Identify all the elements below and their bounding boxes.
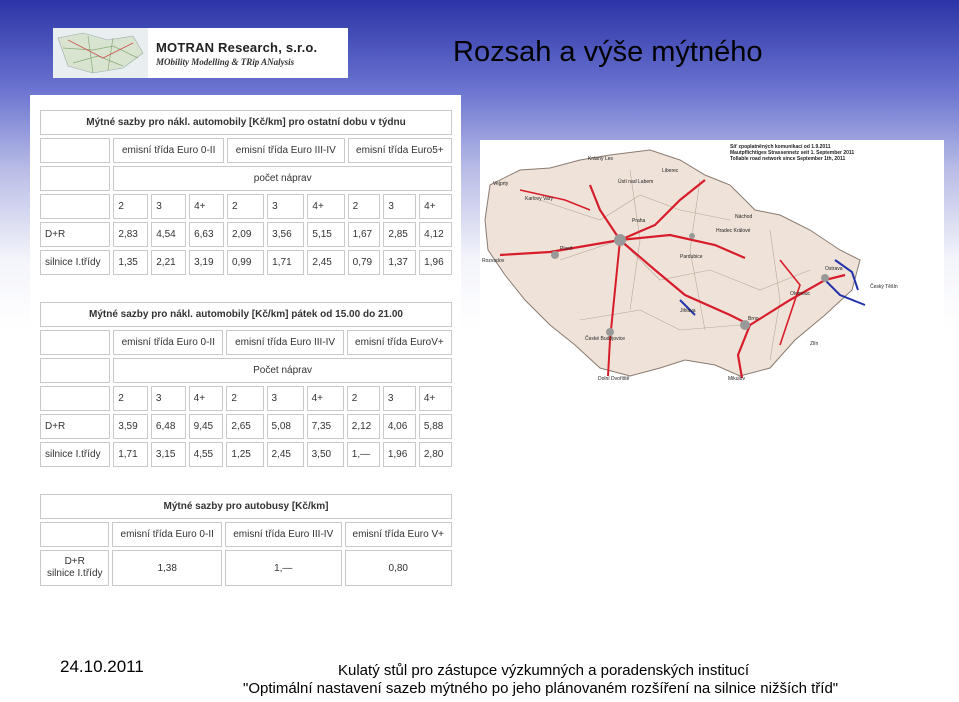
city-label: Karlovy Vary (525, 196, 553, 202)
rate-cell: 1,38 (112, 550, 222, 586)
row-label (40, 550, 109, 586)
rate-cell: 2,65 (226, 414, 263, 439)
rate-cell: 3,19 (189, 250, 224, 275)
class-header: emisní třída Euro III-IV (227, 138, 345, 163)
rate-cell: 3,59 (113, 414, 148, 439)
class-header: emisní třída Euro 0-II (113, 330, 223, 355)
axle-count: 3 (267, 386, 304, 411)
table-title: Mýtné sazby pro nákl. automobily [Kč/km] pátek od 15.00 do 21.00 (40, 302, 452, 327)
rate-cell: 2,21 (151, 250, 186, 275)
row-label: silnice I.třídy (40, 442, 110, 467)
empty-cell (40, 330, 110, 355)
axle-count: 4+ (189, 386, 224, 411)
rate-cell: 2,09 (227, 222, 264, 247)
class-header: emisní třída EuroV+ (347, 330, 452, 355)
city-label: Vejprty (493, 181, 509, 187)
city-label: Ostrava (825, 266, 843, 272)
table-row (40, 250, 452, 275)
axle-count: 2 (348, 194, 381, 219)
table-title: Mýtné sazby pro nákl. automobily [Kč/km] pro ostatní dobu v týdnu (40, 110, 452, 135)
city-label: Krásný Les (588, 156, 614, 162)
city-label: Mikulov (728, 376, 745, 382)
empty-cell (40, 138, 110, 163)
axle-count: 2 (227, 194, 264, 219)
row-label: silnice I.třídy (40, 250, 110, 275)
rate-cell: 4,54 (151, 222, 186, 247)
rate-cell: 4,12 (419, 222, 452, 247)
logo-company-name: MOTRAN Research, s.r.o. (156, 39, 318, 55)
axle-count: 3 (151, 386, 186, 411)
rate-cell: 0,99 (227, 250, 264, 275)
footer-date: 24.10.2011 (60, 657, 144, 676)
city-label: Brno (748, 316, 759, 322)
city-label: Plzeň (560, 246, 573, 252)
axle-count: 3 (383, 386, 416, 411)
rate-cell: 2,83 (113, 222, 148, 247)
city-label: České Budějovice (585, 336, 626, 342)
footer-topic-line: "Optimální nastavení sazeb mýtného po jeho plánovaném rozšíření na silnice nižších tříd" (243, 680, 839, 697)
city-label: Hradec Králové (716, 228, 751, 234)
rate-cell: 4,55 (189, 442, 224, 467)
table-title: Mýtné sazby pro autobusy [Kč/km] (40, 494, 452, 519)
toll-table-trucks-friday (37, 299, 455, 470)
city-label: Liberec (662, 168, 679, 174)
class-header: emisní třída Euro III-IV (226, 330, 343, 355)
logo-map-icon (53, 28, 148, 78)
rate-cell: 2,45 (267, 442, 304, 467)
axles-label: počet náprav (113, 166, 452, 191)
legend-line: Tollable road network since September 1th, 2011 (730, 156, 846, 162)
city-label: Jihlava (680, 308, 696, 314)
city-label: Rozvadov (482, 258, 505, 264)
map-legend (730, 144, 854, 162)
axle-count: 2 (347, 386, 380, 411)
toll-table-trucks-week (37, 107, 455, 278)
row-label-road-2: silnice I.třídy (46, 568, 103, 579)
footer-event-line: Kulatý stůl pro zástupce výzkumných a poradenských institucí (338, 662, 750, 679)
rate-cell: 3,56 (267, 222, 304, 247)
rate-cell: 1,96 (419, 250, 452, 275)
rate-cell: 4,06 (383, 414, 416, 439)
rate-cell: 1,— (225, 550, 342, 586)
czech-map-graphic (480, 140, 944, 386)
rate-cell: 5,08 (267, 414, 304, 439)
city-label: Český Těšín (870, 284, 898, 290)
rate-cell: 2,80 (419, 442, 452, 467)
row-label: D+R (40, 414, 110, 439)
rate-cell: 6,48 (151, 414, 186, 439)
table-row (40, 442, 452, 467)
table-row (40, 222, 452, 247)
empty-cell (40, 194, 110, 219)
rate-cell: 1,71 (267, 250, 304, 275)
city-label: Zlín (810, 341, 819, 347)
axle-count: 2 (113, 194, 148, 219)
rate-cell: 1,96 (383, 442, 416, 467)
rate-cell: 5,88 (419, 414, 452, 439)
rate-cell: 1,67 (348, 222, 381, 247)
toll-tables-panel (30, 95, 461, 590)
rate-cell: 5,15 (307, 222, 344, 247)
class-header: emisní třída Euro V+ (345, 522, 452, 547)
empty-cell (40, 522, 109, 547)
empty-cell (40, 166, 110, 191)
class-header: emisní třída Euro 0-II (112, 522, 222, 547)
table-row (40, 414, 452, 439)
rate-cell: 7,35 (307, 414, 344, 439)
rate-cell: 2,45 (307, 250, 344, 275)
rate-cell: 1,25 (226, 442, 263, 467)
city-label: Olomouc (790, 291, 811, 297)
rate-cell: 1,71 (113, 442, 148, 467)
city-label: Praha (632, 218, 646, 224)
empty-cell (40, 386, 110, 411)
axle-count: 2 (226, 386, 263, 411)
company-logo (53, 28, 348, 78)
axle-count: 3 (383, 194, 416, 219)
empty-cell (40, 358, 110, 383)
toll-table-buses (37, 491, 455, 589)
logo-subtitle: MObility Modelling & TRip ANalysis (156, 56, 295, 67)
rate-cell: 9,45 (189, 414, 224, 439)
row-label-road-1: D+R (64, 556, 85, 567)
city-label: Náchod (735, 214, 753, 220)
rate-cell: 1,— (347, 442, 380, 467)
legend-line: Síť zpoplatněných komunikací od 1.9.2011 (730, 144, 831, 150)
rate-cell: 2,12 (347, 414, 380, 439)
city-label: Pardubice (680, 254, 703, 260)
rate-cell: 1,35 (113, 250, 148, 275)
axle-count: 4+ (419, 194, 452, 219)
rate-cell: 2,85 (383, 222, 416, 247)
legend-line: Mautpflichtiges Strassennetz seit 1. September 2011 (730, 150, 855, 156)
rate-cell: 0,80 (345, 550, 452, 586)
row-label: D+R (40, 222, 110, 247)
class-header: emisní třída Euro 0-II (113, 138, 224, 163)
class-header: emisní třída Euro5+ (348, 138, 452, 163)
axle-count: 4+ (307, 194, 344, 219)
axles-label: Počet náprav (113, 358, 452, 383)
axle-count: 4+ (189, 194, 224, 219)
rate-cell: 3,15 (151, 442, 186, 467)
axle-count: 4+ (419, 386, 452, 411)
toll-road-network-map (480, 140, 944, 386)
rate-cell: 3,50 (307, 442, 344, 467)
axle-count: 2 (113, 386, 148, 411)
class-header: emisní třída Euro III-IV (225, 522, 342, 547)
axle-count: 4+ (307, 386, 344, 411)
axle-count: 3 (267, 194, 304, 219)
rate-cell: 1,37 (383, 250, 416, 275)
city-label: Dolní Dvořiště (598, 376, 630, 382)
table-row (40, 550, 452, 586)
rate-cell: 0,79 (348, 250, 381, 275)
rate-cell: 6,63 (189, 222, 224, 247)
axle-count: 3 (151, 194, 186, 219)
slide-title: Rozsah a výše mýtného (453, 36, 763, 68)
city-label: Ústí nad Labem (618, 179, 654, 185)
